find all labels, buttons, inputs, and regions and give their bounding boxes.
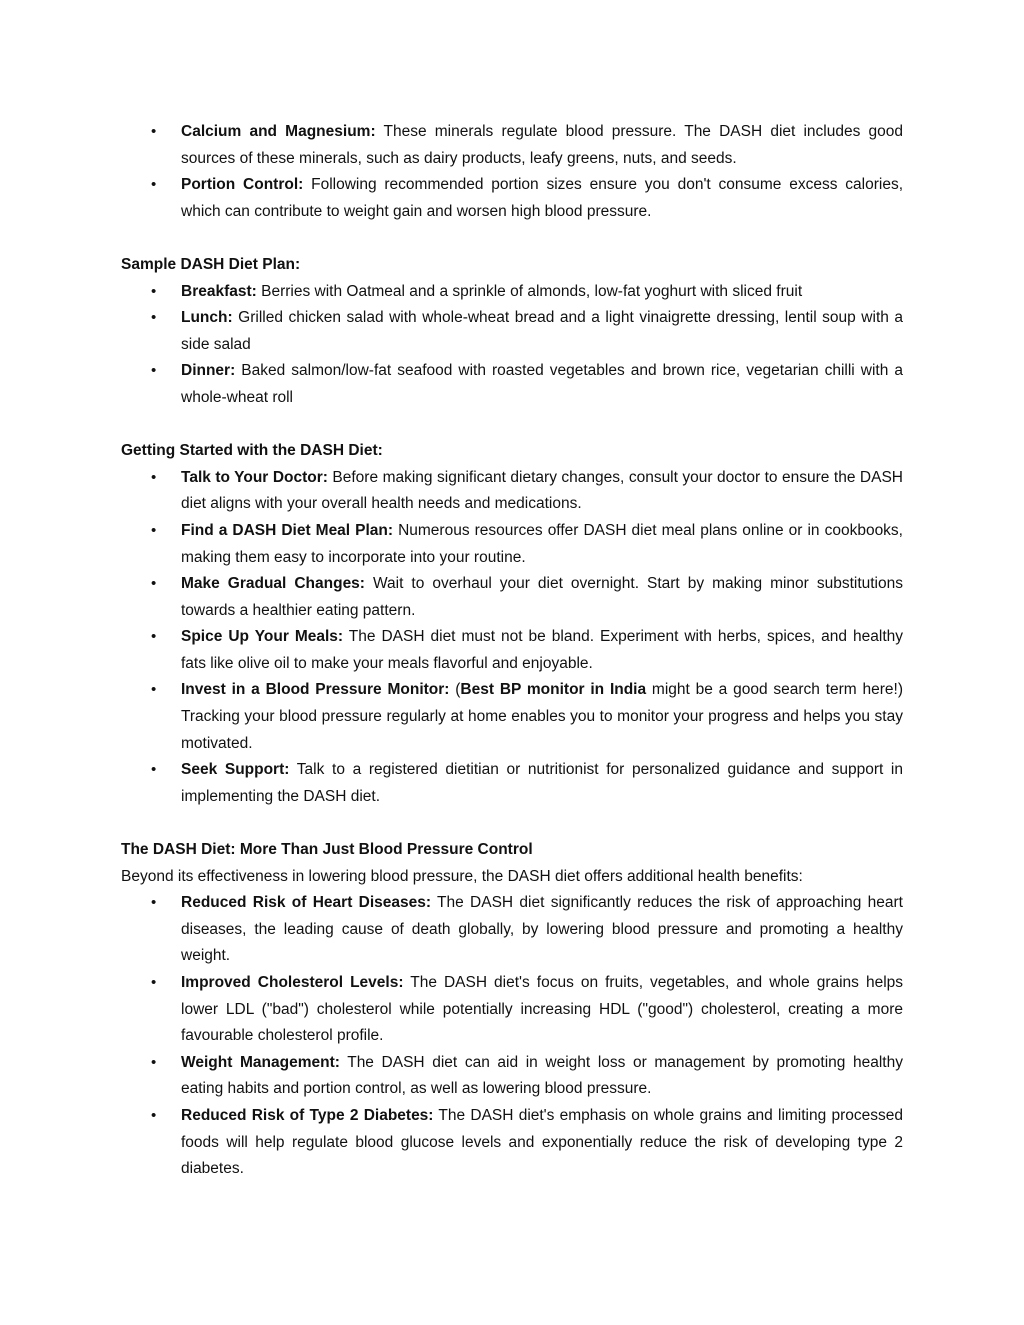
list-item-text: The DASH diet significantly reduces the risk of approaching heart diseases, the leading cause of death globally, by lowering blood pressure and promoting a healthy weight.: [181, 894, 903, 965]
list-item-text: Numerous resources offer DASH diet meal plans online or in cookbooks, making them easy to incorporate into your routine.: [181, 521, 903, 566]
list-item-text: The DASH diet can aid in weight loss or management by promoting healthy eating habits and portion control, as well as lowering blood pressure.: [181, 1053, 903, 1098]
list-item-term: Lunch:: [181, 309, 233, 327]
bullet-icon: •: [151, 628, 157, 646]
bullet-icon: •: [151, 309, 157, 327]
list-item-text: Grilled chicken salad with whole-wheat bread and a light vinaigrette dressing, lentil soup with a side salad: [181, 309, 903, 353]
section-heading-getting-started: Getting Started with the DASH Diet:: [121, 442, 383, 460]
bullet-icon: •: [151, 1053, 157, 1071]
bullet-icon: •: [151, 521, 157, 539]
list-item: [121, 305, 903, 358]
list-item-term: Invest in a Blood Pressure Monitor:: [181, 681, 450, 699]
list-item-term: Weight Management:: [181, 1053, 340, 1071]
bullet-icon: •: [151, 282, 157, 300]
list-item: [121, 1050, 903, 1103]
list-item: [121, 1103, 903, 1183]
list-item: [121, 518, 903, 571]
list-item-term: Spice Up Your Meals:: [181, 628, 344, 646]
list-item-term: Dinner:: [181, 362, 236, 380]
list-item-text: Before making significant dietary changes, consult your doctor to ensure the DASH diet aligns with your overall health needs and medications.: [181, 468, 903, 513]
section-heading-sample-plan: Sample DASH Diet Plan:: [121, 255, 301, 273]
getting-started-list: [121, 465, 903, 811]
list-item-term: Breakfast:: [181, 282, 257, 300]
bullet-icon: •: [151, 974, 157, 991]
list-item-text: These minerals regulate blood pressure. The DASH diet includes good sources of these minerals, such as dairy products, leafy greens, nuts, and seeds.: [181, 123, 903, 167]
list-item-term: Find a DASH Diet Meal Plan:: [181, 521, 394, 539]
list-item-text: The DASH diet must not be bland. Experiment with herbs, spices, and healthy fats like olive oil to make your meals flavorful and enjoyable.: [181, 628, 903, 672]
list-item-term: Calcium and Magnesium:: [181, 123, 376, 140]
section-heading-more-than: The DASH Diet: More Than Just Blood Pressure Control: [121, 841, 533, 859]
list-item-text: Talk to a registered dietitian or nutritionist for personalized guidance and support in implementing the DASH diet.: [181, 761, 903, 805]
list-item-term: Reduced Risk of Type 2 Diabetes:: [181, 1106, 434, 1124]
list-item: [121, 970, 903, 1050]
bullet-icon: •: [151, 176, 157, 194]
list-item-text: Wait to overhaul your diet overnight. Start by making minor substitutions towards a healthier eating pattern.: [181, 575, 903, 619]
list-item-prefix: (: [449, 681, 461, 699]
list-item: [121, 172, 903, 225]
list-item-term: Portion Control:: [181, 176, 304, 194]
list-item: [121, 757, 903, 810]
intro-bullet-list: [121, 119, 903, 225]
list-item: [121, 571, 903, 624]
list-item: [121, 279, 903, 306]
list-item-text: Baked salmon/low-fat seafood with roasted vegetables and brown rice, vegetarian chilli with a whole-wheat roll: [181, 362, 903, 406]
spacer: [121, 810, 903, 837]
spacer: [121, 412, 903, 439]
list-item-text: The DASH diet's emphasis on whole grains and limiting processed foods will help regulate blood glucose levels and exponentially reduce the risk of developing type 2 diabetes.: [181, 1106, 903, 1178]
list-item-text: Berries with Oatmeal and a sprinkle of almonds, low-fat yoghurt with sliced fruit: [256, 282, 803, 300]
bullet-icon: •: [151, 362, 157, 380]
benefits-list: [121, 890, 903, 1183]
list-item-text: Following recommended portion sizes ensure you don't consume excess calories, which can contribute to weight gain and worsen high blood pressure.: [181, 176, 903, 220]
bullet-icon: •: [151, 681, 157, 699]
search-term-highlight: Best BP monitor in India: [460, 681, 647, 699]
list-item-text: might be a good search term here!) Tracking your blood pressure regularly at home enables you to monitor your progress and helps you stay motivated.: [181, 681, 904, 752]
bullet-icon: •: [151, 468, 157, 486]
list-item: [121, 624, 903, 677]
list-item: [121, 465, 903, 518]
section-intro-text: Beyond its effectiveness in lowering blood pressure, the DASH diet offers additional health benefits:: [121, 867, 803, 885]
bullet-icon: •: [151, 894, 157, 912]
bullet-icon: •: [151, 761, 157, 779]
sample-plan-list: [121, 279, 903, 412]
spacer: [121, 225, 903, 252]
list-item-term: Talk to Your Doctor:: [181, 468, 328, 486]
list-item-term: Seek Support:: [181, 761, 290, 779]
list-item: [121, 119, 903, 172]
bullet-icon: •: [151, 575, 157, 593]
list-item: [121, 890, 903, 970]
list-item-term: Reduced Risk of Heart Diseases:: [181, 894, 432, 912]
document-page: [121, 119, 903, 1183]
list-item-text: The DASH diet's focus on fruits, vegetables, and whole grains helps lower LDL ("bad") cholesterol while potentially increasing HDL ("good") cholesterol, creating a more favourable cholesterol profile.: [181, 974, 904, 1045]
list-item: [121, 358, 903, 411]
list-item: [121, 677, 903, 757]
bullet-icon: •: [151, 123, 157, 140]
list-item-term: Make Gradual Changes:: [181, 575, 365, 593]
list-item-term: Improved Cholesterol Levels:: [181, 974, 404, 991]
bullet-icon: •: [151, 1106, 157, 1124]
